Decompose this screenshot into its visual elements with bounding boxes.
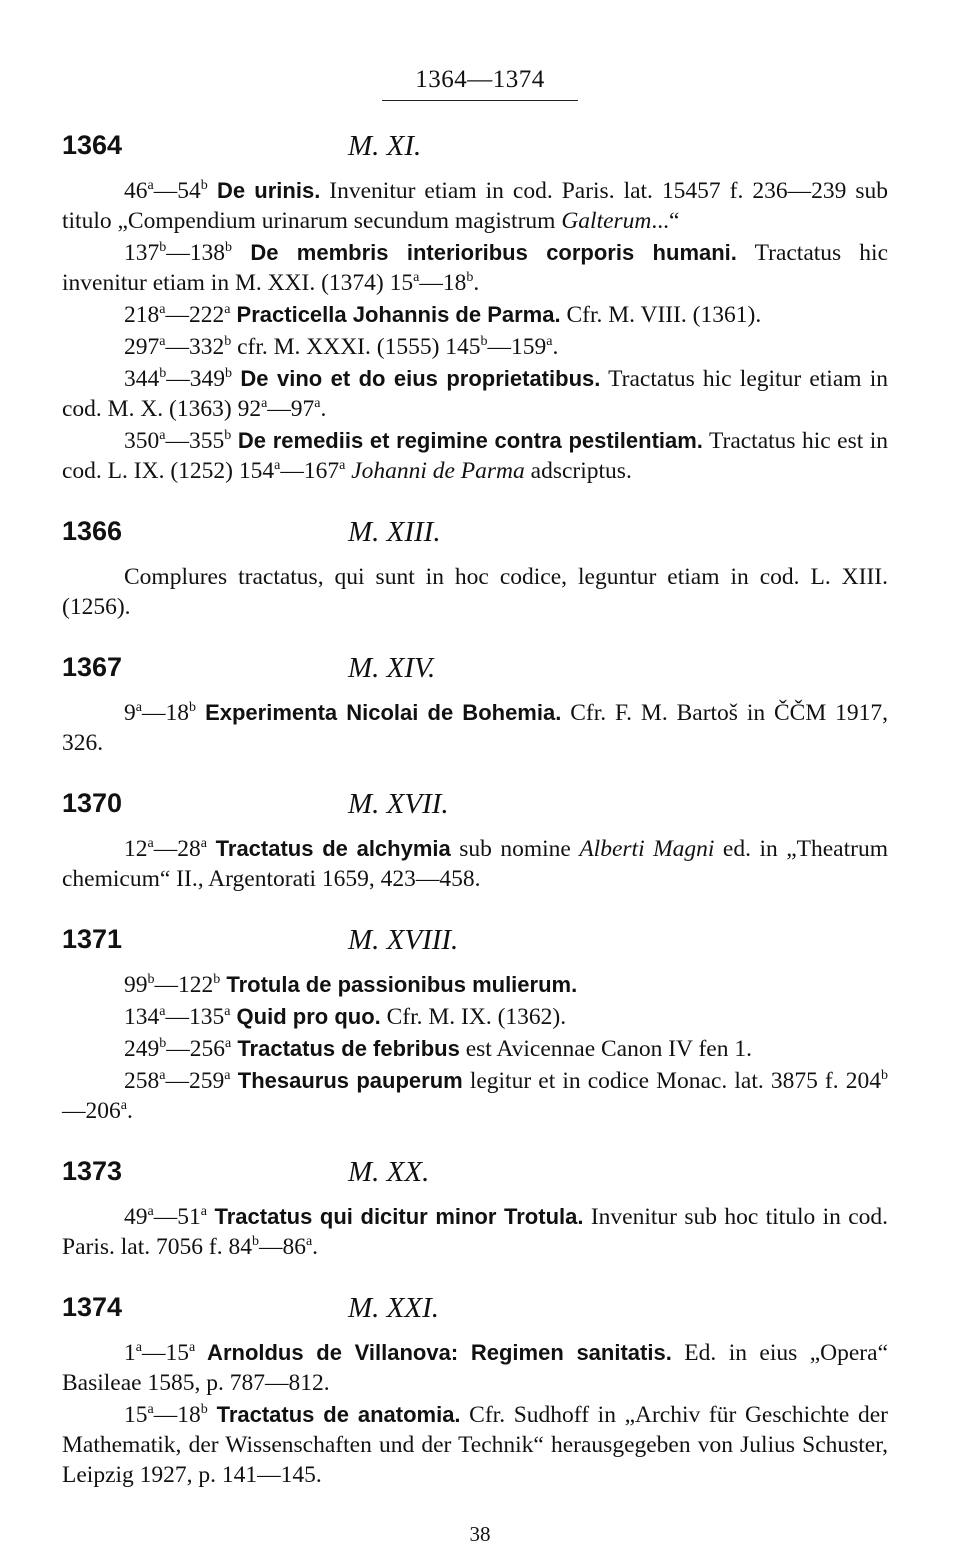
- entry-text: Invenitur etiam in cod. Paris. lat. 15457 f. 236—239 sub titulo „Compendium urinarum secundum magistrum: [62, 178, 888, 234]
- entry-text: .: [552, 334, 559, 360]
- treatise-title: Tractatus de febribus: [231, 1036, 460, 1061]
- entry-text: —86: [258, 1234, 306, 1260]
- entry-text: Ed. in eius „Opera“ Basileae 1585, p. 787—812.: [62, 1340, 888, 1396]
- folio-side: a: [225, 1036, 232, 1051]
- folio-side: a: [147, 1204, 154, 1219]
- folio-range: 297: [124, 334, 160, 360]
- entry-text: ...“: [651, 208, 680, 234]
- manuscript-signature: M. XVII.: [348, 788, 449, 820]
- folio-range: —28: [153, 836, 201, 862]
- folio-side: b: [200, 1402, 208, 1417]
- folio-side: b: [159, 240, 167, 255]
- folio-range: —355: [165, 428, 225, 454]
- folio-range: 12: [124, 836, 148, 862]
- catalogue-section: [0, 130, 960, 486]
- folio-side: b: [880, 1068, 888, 1083]
- entry-text: —159: [487, 334, 547, 360]
- catalogue-section: [0, 516, 960, 622]
- catalogue-entry: [62, 1338, 888, 1398]
- folio-side: b: [188, 700, 196, 715]
- folio-range: 249: [124, 1036, 160, 1062]
- section-number: 1370: [62, 788, 123, 818]
- section-heading: [0, 1156, 960, 1196]
- section-number: 1374: [62, 1292, 123, 1322]
- treatise-title: Quid pro quo.: [230, 1004, 381, 1029]
- treatise-title: Practicella Johannis de Parma.: [230, 302, 561, 327]
- folio-side: b: [466, 270, 474, 285]
- italic-name: Galterum: [561, 208, 652, 234]
- treatise-title: Tractatus de alchymia: [206, 836, 451, 861]
- folio-range: —135: [165, 1004, 225, 1030]
- folio-side: b: [224, 334, 232, 349]
- catalogue-entry: [62, 364, 888, 424]
- folio-range: —332: [165, 334, 225, 360]
- section-heading: [0, 130, 960, 170]
- folio-side: b: [159, 1036, 167, 1051]
- entry-text: .: [126, 1098, 133, 1124]
- catalogue-entry: [62, 426, 888, 486]
- folio-side: a: [159, 428, 166, 443]
- entry-text: .: [320, 396, 327, 422]
- treatise-title: Experimenta Nicolai de Bohemia.: [195, 700, 562, 725]
- folio-range: —259: [165, 1068, 225, 1094]
- manuscript-signature: M. XVIII.: [348, 924, 459, 956]
- folio-range: 15: [124, 1402, 148, 1428]
- manuscript-signature: M. XIII.: [348, 516, 441, 548]
- folio-side: b: [480, 334, 488, 349]
- folio-side: a: [339, 458, 346, 473]
- catalogue-section: [0, 652, 960, 758]
- running-head-rule: [382, 100, 578, 101]
- entry-text: legitur et in codice Monac. lat. 3875 f. 204: [462, 1068, 881, 1094]
- folio-range: —138: [166, 240, 225, 266]
- folio-side: a: [261, 396, 268, 411]
- entry-text: Tractatus hic invenitur etiam in M. XXI. (1374) 15: [62, 240, 888, 296]
- folio-range: 1: [124, 1340, 136, 1366]
- folio-range: 46: [124, 178, 148, 204]
- section-heading: [0, 1292, 960, 1332]
- catalogue-entry: [62, 698, 888, 758]
- folio-side: b: [225, 240, 232, 255]
- folio-range: —51: [153, 1204, 201, 1230]
- folio-range: 49: [124, 1204, 148, 1230]
- folio-side: a: [224, 1004, 231, 1019]
- folio-side: b: [159, 366, 167, 381]
- folio-side: a: [147, 836, 154, 851]
- folio-side: a: [224, 302, 231, 317]
- catalogue-entry: [62, 834, 888, 894]
- entry-text: Invenitur sub hoc titulo in cod. Paris. lat. 7056 f. 84: [62, 1204, 889, 1260]
- manuscript-signature: M. XXI.: [348, 1292, 439, 1324]
- folio-side: a: [147, 1402, 154, 1417]
- folio-side: b: [200, 178, 208, 193]
- folio-side: b: [224, 428, 232, 443]
- folio-side: a: [305, 1234, 313, 1249]
- manuscript-signature: M. XI.: [348, 130, 422, 162]
- folio-side: a: [135, 700, 142, 715]
- page-number: 38: [469, 1522, 491, 1546]
- running-head: [0, 66, 960, 94]
- folio-range: 344: [124, 366, 160, 392]
- folio-side: a: [147, 178, 154, 193]
- section-number: 1373: [62, 1156, 123, 1186]
- catalogue-section: [0, 924, 960, 1126]
- entry-text: est Avicennae Canon IV fen 1.: [459, 1036, 752, 1062]
- catalogue-section: [0, 788, 960, 894]
- entry-text: —97: [267, 396, 315, 422]
- entry-text: Cfr. F. M. Bartoš in ČČM 1917, 326.: [62, 700, 888, 756]
- folio-range: 9: [124, 700, 136, 726]
- catalogue-entry: [62, 562, 888, 622]
- entry-text: Tractatus hic legitur etiam in cod. M. X. (1363) 92: [62, 366, 888, 422]
- entry-text: —167: [280, 458, 340, 484]
- entry-text: Complures tractatus, qui sunt in hoc codice, leguntur etiam in cod. L. XIII. (1256).: [62, 564, 888, 620]
- catalogue-entry: [62, 332, 888, 362]
- folio-side: a: [413, 270, 420, 285]
- folio-side: a: [274, 458, 281, 473]
- entry-text: Tractatus hic est in cod. L. IX. (1252) 154: [62, 428, 888, 484]
- folio-side: b: [147, 972, 155, 987]
- treatise-title: De membris interioribus corporis humani.: [232, 240, 737, 265]
- folio-range: —18: [153, 1402, 201, 1428]
- folio-range: —222: [165, 302, 225, 328]
- catalogue-entry: [62, 1202, 888, 1262]
- treatise-title: De vino et do eius proprietatibus.: [232, 366, 601, 391]
- folio-range: —18: [141, 700, 189, 726]
- catalogue-entry: [62, 300, 888, 330]
- folio-range: 137: [124, 240, 160, 266]
- folio-side: a: [224, 1068, 231, 1083]
- folio-range: —256: [166, 1036, 225, 1062]
- folio-range: 134: [124, 1004, 160, 1030]
- folio-side: a: [120, 1098, 127, 1113]
- folio-side: a: [135, 1340, 142, 1355]
- folio-side: b: [225, 366, 232, 381]
- folio-range: —122: [154, 972, 214, 998]
- treatise-title: Arnoldus de Villanova: Regimen sanitatis.: [195, 1340, 672, 1365]
- folio-side: a: [200, 1204, 207, 1219]
- italic-name: Alberti Magni: [579, 836, 715, 862]
- entry-text: cfr. M. XXXI. (1555) 145: [231, 334, 481, 360]
- treatise-title: De urinis.: [207, 178, 321, 203]
- folio-range: —15: [141, 1340, 189, 1366]
- section-heading: [0, 652, 960, 692]
- entry-text: sub nomine: [450, 836, 580, 862]
- entry-text: Cfr. M. IX. (1362).: [380, 1004, 567, 1030]
- entry-text: .: [473, 270, 480, 296]
- folio-side: a: [159, 1068, 166, 1083]
- folio-side: a: [159, 1004, 166, 1019]
- catalogue-body: [0, 120, 960, 1492]
- treatise-title: Tractatus qui dicitur minor Trotula.: [206, 1204, 584, 1229]
- section-number: 1367: [62, 652, 123, 682]
- catalogue-entry: [62, 176, 888, 236]
- entry-text: .: [312, 1234, 319, 1260]
- folio-side: a: [200, 836, 207, 851]
- entry-text: ed. in „Theatrum chemicum“ II., Argentorati 1659, 423—458.: [62, 836, 888, 892]
- catalogue-entry: [62, 1400, 888, 1490]
- section-heading: [0, 788, 960, 828]
- catalogue-section: [0, 1156, 960, 1262]
- section-number: 1364: [62, 130, 123, 160]
- entry-text: adscriptus.: [524, 458, 632, 484]
- entry-text: Cfr. M. VIII. (1361).: [560, 302, 762, 328]
- folio-side: a: [314, 396, 321, 411]
- manuscript-signature: M. XIV.: [348, 652, 436, 684]
- catalogue-entry: [62, 1034, 888, 1064]
- entry-text: Cfr. Sudhoff in „Archiv für Geschichte der Mathematik, der Wissenschaften und der Technik“ herausgegeben von Julius Schuster, Leipzig 1927, p. 141—145.: [62, 1402, 888, 1488]
- folio-side: a: [159, 334, 166, 349]
- catalogue-entry: [62, 1002, 888, 1032]
- italic-name: Johanni de Parma: [351, 458, 525, 484]
- section-number: 1371: [62, 924, 123, 954]
- treatise-title: Tractatus de anatomia.: [207, 1402, 461, 1427]
- folio-range: 258: [124, 1068, 160, 1094]
- folio-side: a: [188, 1340, 196, 1355]
- entry-text: —206: [62, 1098, 121, 1124]
- treatise-title: De remediis et regimine contra pestilentiam.: [231, 428, 703, 453]
- section-heading: [0, 516, 960, 556]
- folio-side: b: [251, 1234, 259, 1249]
- folio-range: 99: [124, 972, 148, 998]
- folio-side: b: [213, 972, 221, 987]
- folio-range: 350: [124, 428, 160, 454]
- treatise-title: Trotula de passionibus mulierum.: [220, 972, 578, 997]
- manuscript-signature: M. XX.: [348, 1156, 430, 1188]
- running-head-text: 1364—1374: [415, 66, 545, 93]
- folio-range: —54: [153, 178, 201, 204]
- catalogue-section: [0, 1292, 960, 1490]
- folio-side: a: [159, 302, 166, 317]
- folio-side: a: [546, 334, 553, 349]
- entry-text: —18: [419, 270, 467, 296]
- section-number: 1366: [62, 516, 123, 546]
- section-heading: [0, 924, 960, 964]
- catalogue-entry: [62, 238, 888, 298]
- treatise-title: Thesaurus pauperum: [230, 1068, 463, 1093]
- folio-range: 218: [124, 302, 160, 328]
- folio-range: —349: [166, 366, 225, 392]
- catalogue-entry: [62, 1066, 888, 1126]
- catalogue-entry: [62, 970, 888, 1000]
